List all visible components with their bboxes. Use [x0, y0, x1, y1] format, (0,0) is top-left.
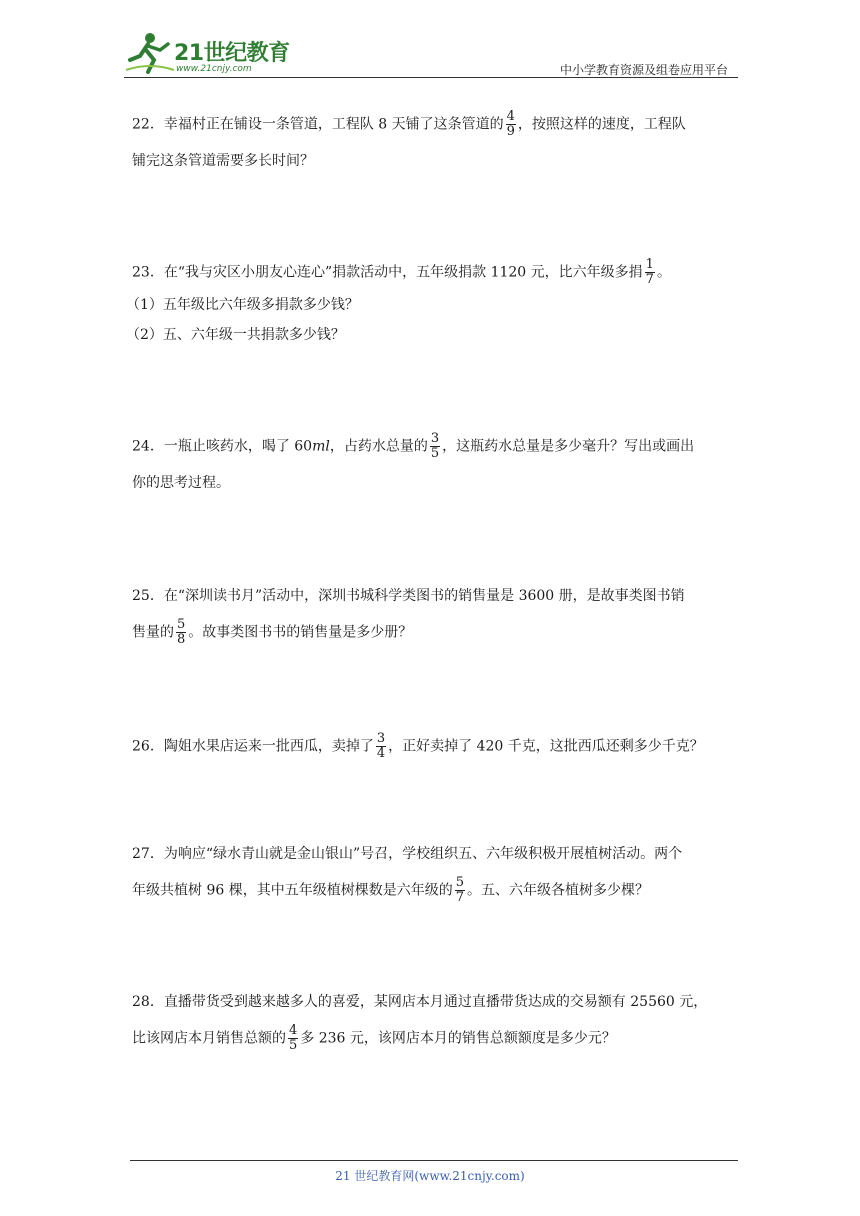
fraction: $\frac{5}{8}$ — [177, 617, 186, 647]
logo-text: 21世纪教育 — [174, 41, 290, 66]
question-line: 你的思考过程。 — [132, 475, 230, 491]
question-23 — [126, 257, 732, 349]
question-line: 铺完这条管道需要多长时间？ — [132, 153, 314, 169]
fraction: $\frac{3}{5}$ — [430, 431, 440, 461]
question-27 — [132, 840, 732, 905]
runner-logo-icon — [124, 30, 176, 76]
fraction: $\frac{5}{7}$ — [455, 875, 464, 905]
question-28 — [132, 988, 732, 1053]
fraction: $\frac{4}{5}$ — [289, 1023, 298, 1053]
logo-url: www.21cnjy.com — [176, 64, 252, 74]
question-line: 23．在“我与灾区小朋友心连心”捐款活动中，五年级捐款 1120 元，比六年级多捐 $\frac{1}{7}$ 。 — [132, 257, 671, 287]
fraction: $\frac{1}{7}$ — [645, 257, 654, 287]
question-26 — [132, 732, 732, 761]
sub-question-1: （1）五年级比六年级多捐款多少钱？ — [126, 297, 359, 313]
fraction: $\frac{3}{4}$ — [376, 731, 386, 761]
question-line: 24．一瓶止咳药水，喝了 60ml，占药水总量的 $\frac{3}{5}$ ，这瓶药水总量是多少毫升？写出或画出 — [132, 431, 695, 461]
question-line: 比该网店本月销售总额的 $\frac{4}{5}$ 多 236 元，该网店本月的销售总额额度是多少元？ — [132, 1023, 616, 1053]
unit-ml: ml — [312, 438, 330, 455]
question-22 — [132, 110, 732, 175]
question-line: 年级共植树 96 棵，其中五年级植树棵数是六年级的 $\frac{5}{7}$ 。五、六年级各植树多少棵？ — [132, 875, 649, 905]
sub-question-2: （2）五、六年级一共捐款多少钱？ — [126, 327, 345, 343]
page-header — [124, 30, 738, 78]
fraction: $\frac{4}{9}$ — [506, 109, 515, 139]
page-footer[interactable]: 21 世纪教育网(www.21cnjy.com) — [335, 1169, 525, 1183]
site-logo[interactable] — [124, 30, 294, 76]
question-line: 27．为响应“绿水青山就是金山银山”号召，学校组织五、六年级积极开展植树活动。两个 — [132, 846, 683, 862]
question-line: 26．陶姐水果店运来一批西瓜，卖掉了 $\frac{3}{4}$ ，正好卖掉了 420 千克，这批西瓜还剩多少千克？ — [132, 731, 704, 761]
header-platform-name: 中小学教育资源及组卷应用平台 — [559, 63, 728, 77]
footer-divider — [130, 1160, 738, 1161]
question-24 — [132, 432, 732, 497]
question-line: 售量的 $\frac{5}{8}$ 。故事类图书书的销售量是多少册？ — [132, 617, 413, 647]
question-line: 28．直播带货受到越来越多人的喜爱，某网店本月通过直播带货达成的交易额有 25560 元， — [132, 994, 708, 1010]
question-line: 22．幸福村正在铺设一条管道，工程队 8 天铺了这条管道的 $\frac{4}{9}$ ，按照这样的速度，工程队 — [132, 109, 686, 139]
question-25 — [132, 582, 732, 647]
question-line: 25．在“深圳读书月”活动中，深圳书城科学类图书的销售量是 3600 册，是故事类图书销 — [132, 588, 685, 604]
header-divider — [124, 77, 738, 78]
